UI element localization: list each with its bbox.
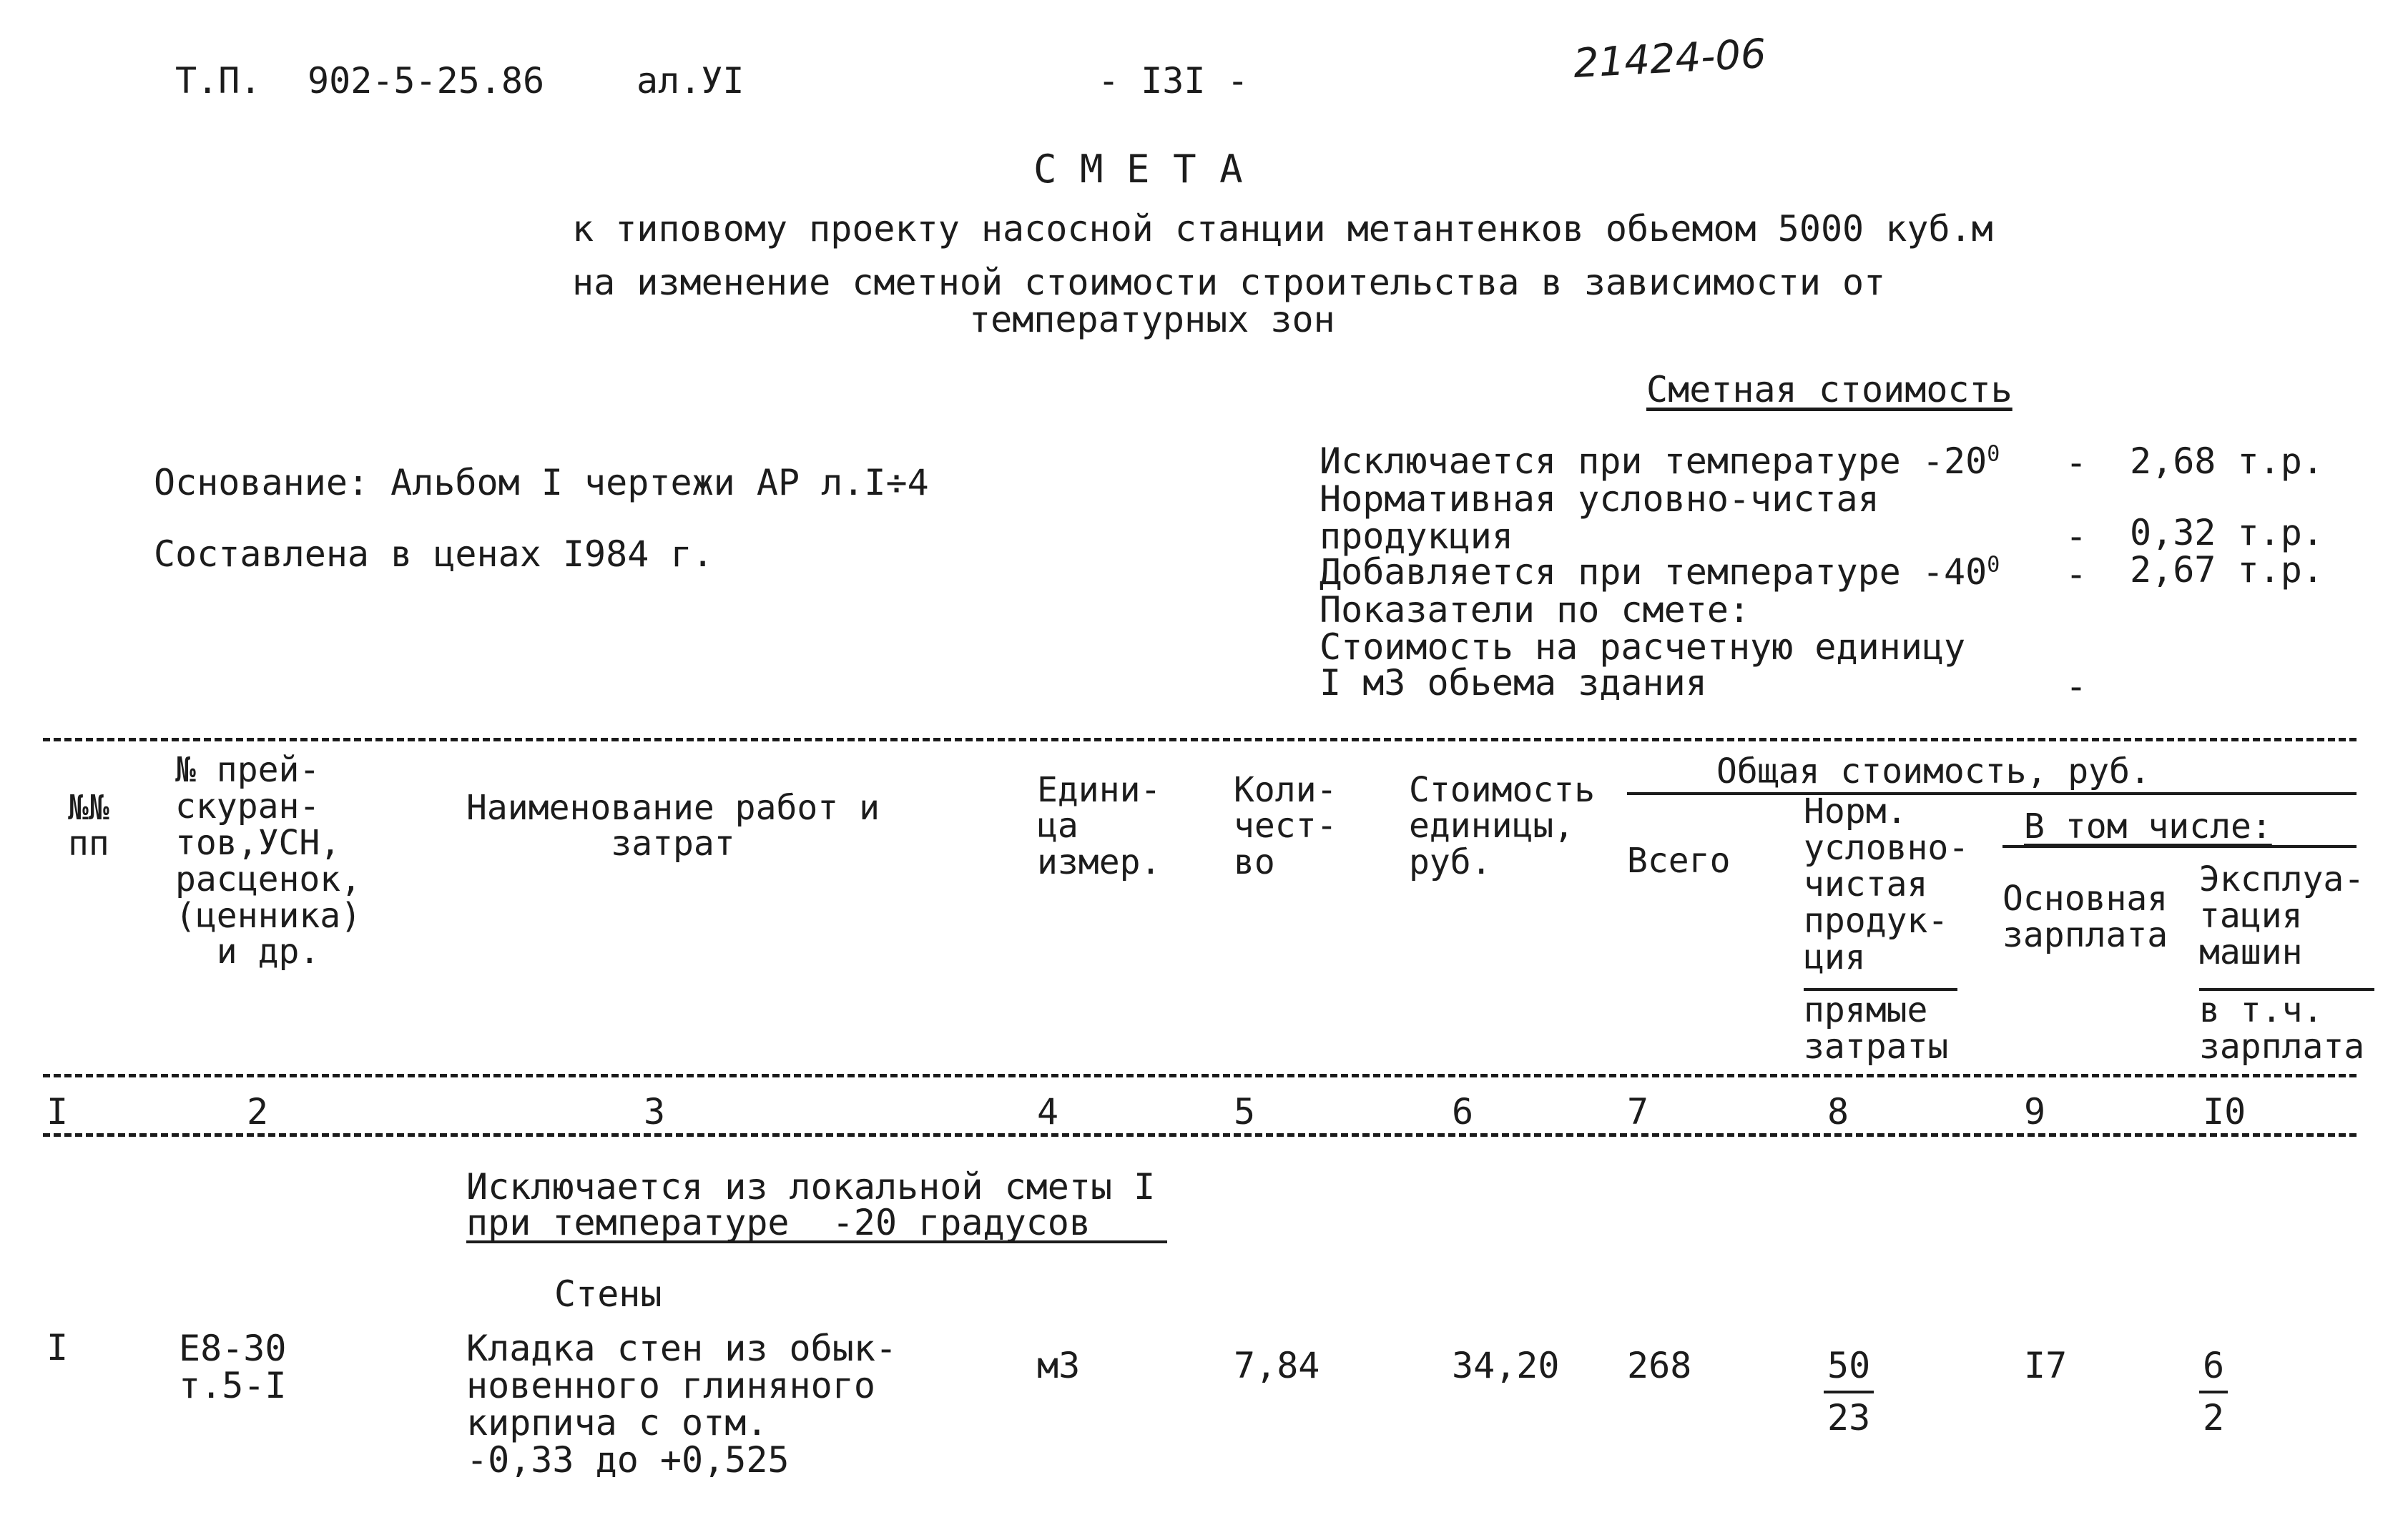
row-machine-rule — [2199, 1391, 2228, 1393]
section-title-line-1: Исключается из локальной сметы I — [466, 1166, 1156, 1208]
added-label: Добавляется при температуре $-40^0$ — [1320, 551, 2000, 593]
estimate-heading: Сметная стоимость — [1646, 369, 2013, 410]
page-number: - I3I - — [1098, 60, 1249, 102]
row-salary: I7 — [2024, 1345, 2068, 1386]
row-machine-bottom: 2 — [2203, 1397, 2225, 1438]
col-header-salary: Основная зарплата — [2002, 879, 2168, 955]
table-top-rule — [43, 738, 2357, 741]
column-number-3: 3 — [644, 1091, 666, 1132]
row-quantity: 7,84 — [1234, 1345, 1320, 1386]
col-header-including: В том числе: — [2024, 806, 2272, 847]
excluded-label: Исключается при температуре $-20^0$ — [1320, 440, 2000, 482]
section-title-rule — [466, 1240, 1167, 1243]
column-number-10: I0 — [2203, 1091, 2246, 1132]
excluded-value: 2,68 т.р. — [2130, 440, 2324, 482]
including-rule — [2002, 845, 2357, 848]
col-header-unit: Едини- ца измер. — [1037, 770, 1161, 882]
column-number-9: 9 — [2024, 1091, 2046, 1132]
row-norm-bottom: 23 — [1827, 1397, 1871, 1438]
column-numbers-rule — [43, 1133, 2357, 1137]
header-bottom-rule — [43, 1074, 2357, 1077]
column-number-1: I — [46, 1091, 69, 1132]
col-header-norm-top: Норм. условно- чистая продук- ция — [1804, 791, 1970, 977]
indicators-dash: - — [2065, 666, 2088, 707]
column-number-8: 8 — [1827, 1091, 1849, 1132]
tp-label: Т.П. — [175, 60, 262, 102]
title-line-2: на изменение сметной стоимости строительства в зависимости от — [572, 262, 1886, 303]
col-header-machine-bottom: в т.ч. зарплата — [2199, 990, 2365, 1067]
col-header-unit-cost: Стоимость единицы, руб. — [1409, 770, 1596, 882]
row-unit: м3 — [1037, 1345, 1081, 1386]
handwritten-number: 21424-06 — [1572, 30, 1768, 88]
normative-line-1: Нормативная условно-чистая — [1320, 478, 1879, 520]
section-title-line-2: при температуре -20 градусов — [466, 1202, 1091, 1243]
normative-dash: - — [2065, 515, 2088, 557]
row-norm-top: 50 — [1827, 1345, 1871, 1386]
col-header-machine-top: Эксплуа- тация машин — [2199, 859, 2365, 972]
col-header-quantity: Коли- чест- во — [1234, 770, 1337, 882]
total-cost-rule — [1627, 792, 2357, 795]
document-title: С М Е Т А — [1033, 147, 1243, 192]
added-dash: - — [2065, 553, 2088, 595]
prices-text: Составлена в ценах I984 г. — [154, 533, 714, 575]
basis-text: Основание: Альбом I чертежи АР л.I÷4 — [154, 462, 929, 503]
title-line-3: температурных зон — [969, 299, 1335, 340]
column-number-2: 2 — [247, 1091, 269, 1132]
row-unit-cost: 34,20 — [1452, 1345, 1560, 1386]
row-number: I — [46, 1327, 69, 1368]
normative-value: 0,32 т.р. — [2130, 512, 2324, 553]
col-header-total: Всего — [1627, 841, 1731, 881]
indicators-line-1: Показатели по смете: — [1320, 589, 1751, 631]
normative-line-2: продукция — [1320, 515, 1513, 557]
col-header-norm-bottom: прямые затраты — [1804, 990, 1949, 1067]
row-price-code: Е8-30 т.5-I — [179, 1328, 287, 1406]
excluded-dash: - — [2065, 442, 2088, 483]
col-header-work-name: Наименование работ и затрат — [466, 788, 880, 864]
row-total: 268 — [1627, 1345, 1692, 1386]
column-number-6: 6 — [1452, 1091, 1474, 1132]
row-work-name: Кладка стен из обык- новенного глиняного кирпича с отм. -0,33 до +0,525 — [466, 1328, 898, 1481]
indicators-line-3: I м3 обьема здания — [1320, 662, 1707, 704]
column-number-5: 5 — [1234, 1091, 1256, 1132]
subsection-title: Стены — [554, 1273, 662, 1315]
album-label: ал.УI — [637, 60, 744, 102]
row-machine-top: 6 — [2203, 1345, 2225, 1386]
col-header-number: №№ пп — [68, 788, 109, 864]
column-number-4: 4 — [1037, 1091, 1059, 1132]
indicators-line-2: Стоимость на расчетную единицу — [1320, 626, 1966, 668]
col-header-price-list: № прей- скуран- тов,УСН, расценок, (ценника) и др. — [175, 750, 362, 972]
title-line-1: к типовому проекту насосной станции метантенков обьемом 5000 куб.м — [572, 208, 1993, 250]
column-number-7: 7 — [1627, 1091, 1649, 1132]
row-norm-rule — [1824, 1391, 1874, 1393]
project-code: 902-5-25.86 — [308, 60, 545, 102]
added-value: 2,67 т.р. — [2130, 549, 2324, 591]
col-header-total-cost: Общая стоимость, руб. — [1716, 751, 2151, 791]
